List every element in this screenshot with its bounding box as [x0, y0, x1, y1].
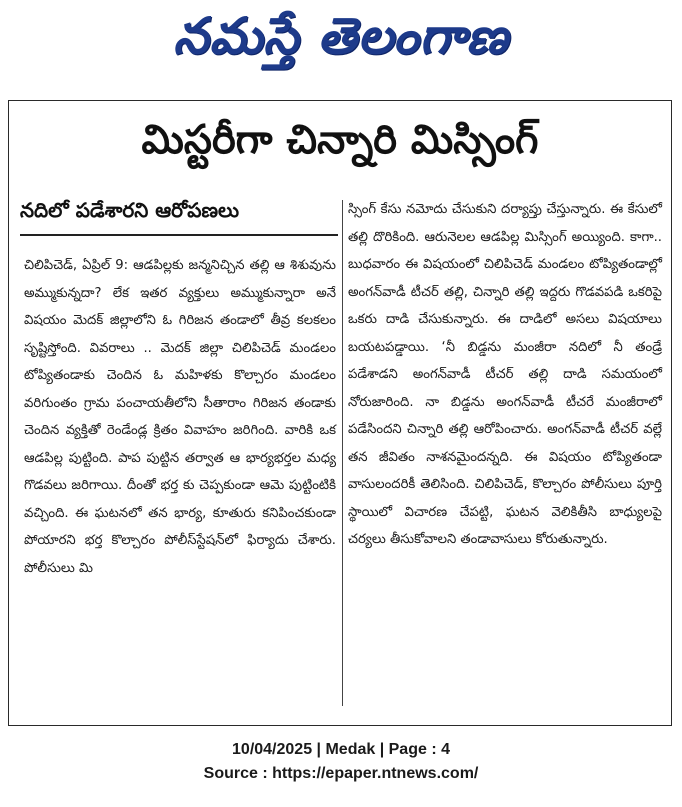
- footer-source: Source : https://epaper.ntnews.com/: [203, 765, 479, 782]
- column-divider: [342, 200, 343, 706]
- footer-date-edition: 10/04/2025 | Medak | Page : 4: [232, 741, 450, 758]
- article-column-left: [24, 252, 336, 582]
- article-subheadline: నదిలో పడేశారని ఆరోపణలు: [20, 198, 240, 222]
- article-headline: మిస్టరీగా చిన్నారి మిస్సింగ్: [141, 117, 539, 163]
- newspaper-logo: నమస్తే తెలంగాణ: [173, 6, 509, 65]
- subheadline-divider: [20, 234, 338, 236]
- article-body-left: చిలిపిచెడ్, ఏప్రిల్ 9: ఆడపిల్లకు జన్మనిచ్చిన తల్లి ఆ శిశువును అమ్ముకున్నదా? లేక ఇతర వ్యక్తులు అమ్ముకున్నారా అనే విషయం మెదక్ జిల్లాలోని ఓ గిరిజన తండాలో తీవ్ర కలకలం సృష్టిస్తోంది. వివరాలు .. మెదక్ జిల్లా చిలిపిచెడ్ మండలం టోప్యితండాకు చెందిన ఓ మహిళకు కొల్చారం మండలం వరిగుంతం గ్రామ పంచాయతీలోని సీతారాం గిరిజన తండాకు చెందిన వ్యక్తితో రెండేండ్ల క్రితం వివాహం జరిగింది. వారికి ఒక ఆడపిల్ల పుట్టింది. పాప పుట్టిన తర్వాత ఆ భార్యభర్తల మధ్య గొడవలు జరిగాయి. దీంతో భర్త కు చెప్పకుండా ఆమె పుట్టింటికి వచ్చింది. ఈ ఘటనలో తన భార్య, కూతురు కనిపించకుండా పోయారని భర్త కొల్చారం పోలీస్‌స్టేషన్‌లో ఫిర్యాదు చేశారు. పోలీసులు మి: [24, 258, 336, 576]
- article-column-right: [348, 196, 662, 554]
- article-body-right: స్సింగ్ కేసు నమోదు చేసుకుని దర్యాప్తు చేస్తున్నారు. ఈ కేసులో తల్లి దొరికింది. ఆరునెలల ఆడపిల్ల మిస్సింగ్ అయ్యింది. కాగా.. బుధవారం ఈ విషయంలో చిలిపిచెడ్ మండలం టోప్యితండాల్లో అంగన్‌వాడీ టీచర్ తల్లి, చిన్నారి తల్లి ఇద్దరు గొడవపడి ఒకరిపై ఒకరు దాడి చేసుకున్నారు. ఈ దాడిలో అసలు విషయాలు బయటపడ్డాయి. ‘నీ బిడ్డను మంజీరా నదిలో నీ తండ్రే పడేశాడని అంగన్‌వాడీ టీచర్ తల్లి దాడి సమయంలో నోరుజారింది. నా బిడ్డను అంగన్‌వాడీ టీచరే మంజీరాలో పడేసిందని చిన్నారి తల్లి ఆరోపించారు. అంగన్‌వాడీ టీచర్ వల్లే తన జీవితం నాశనమైందన్నది. ఈ విషయం టోప్యితండా వాసులందరికీ తెలిసింది. చిలిపిచెడ్, కొల్చారం పోలీసులు పూర్తి స్థాయిలో విచారణ చేపట్టి, ఘటన వెలికితీసి బాధ్యులపై చర్యలు తీసుకోవాలని తండావాసులు కోరుతున్నారు.: [348, 202, 662, 547]
- masthead: [0, 0, 682, 84]
- page-footer: [0, 738, 682, 786]
